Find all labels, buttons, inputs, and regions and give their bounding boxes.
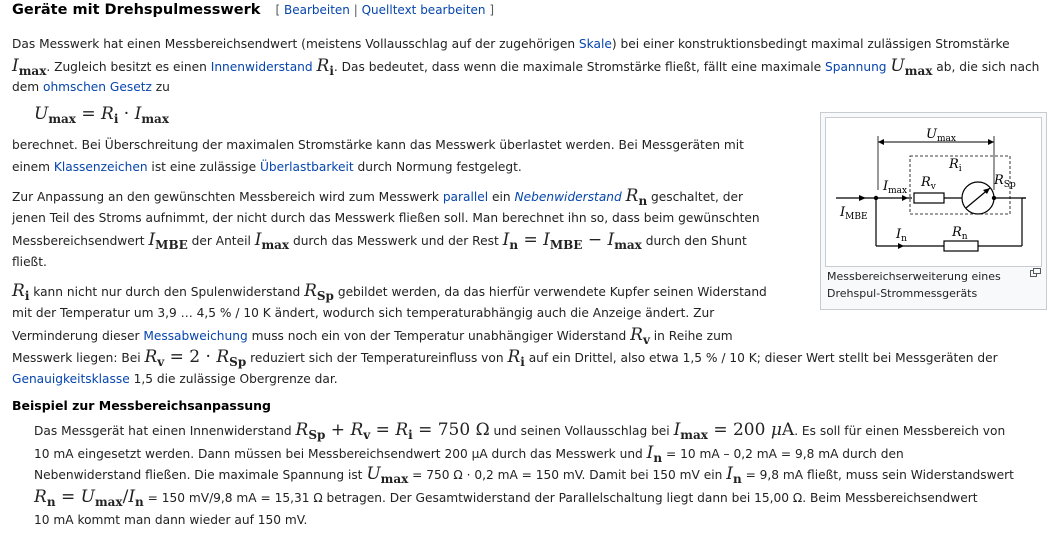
example-line5: 10 mA kommt man dann wieder auf 150 mV. <box>34 513 308 527</box>
p2-line2: einem Klassenzeichen ist eine zulässige Überlastbarkeit durch Normung festgelegt. <box>12 160 522 174</box>
p1-line3: dem ohmschen Gesetz zu <box>12 80 170 94</box>
imbe-label: $I_{MBE}$ <box>840 205 868 222</box>
p1-line2: Imax. Zugleich besitzt es einen Innenwiderstand Ri. Das bedeutet, dass wenn die maximale Stromstärke fließt, fällt eine maximale Spannung Umax ab, die sich nach <box>12 56 1040 78</box>
skale-link[interactable]: Skale <box>578 37 612 51</box>
genauigkeitsklasse-link[interactable]: Genauigkeitsklasse <box>12 372 130 386</box>
p3-line3: Messbereichsendwert IMBE der Anteil Imax durch das Messwerk und der Rest In = IMBE − Imax durch den Shunt <box>12 230 747 252</box>
p4-line3: Verminderung dieser Messabweichung muss noch ein von der Temperatur unabhängiger Widerstand Rv in Reihe zum <box>12 325 733 347</box>
p3-line2: jenen Teil des Stroms aufnimmt, der nicht durch das Messwerk fließen soll. Man berechnet ihn so, dass beim gewünschten <box>12 211 760 225</box>
formula-umax: Umax = Ri · Imax <box>34 104 169 126</box>
example-line1: Das Messgerät hat einen Innenwiderstand RSp + Rv = Ri = 750 Ω und seinen Vollausschlag bei Imax = 200 μA. Es soll für einen Messbereich von <box>34 420 1006 442</box>
section-title: Geräte mit Drehspulmesswerk <box>12 2 261 18</box>
nebenwiderstand-link[interactable]: Nebenwiderstand <box>514 190 622 204</box>
ri-label: $R_i$ <box>949 157 962 174</box>
edit-link[interactable]: Bearbeiten <box>283 3 350 17</box>
enlarge-icon[interactable] <box>1030 268 1041 277</box>
figure-thumbnail <box>820 112 1047 310</box>
figure-caption: Messbereichserweiterung eines Drehspul-Strommessgeräts <box>827 270 1001 300</box>
in-label: $I_n$ <box>896 227 907 244</box>
rn-resistor <box>944 241 978 251</box>
rn-label: $R_n$ <box>952 225 968 242</box>
circuit-svg <box>826 118 1041 266</box>
edit-source-link[interactable]: Quelltext bearbeiten <box>361 3 486 17</box>
rv-resistor <box>914 193 944 203</box>
example-line3: Nebenwiderstand fließen. Die maximale Spannung ist Umax = 750 Ω · 0,2 mA = 150 mV. Damit bei 150 mV ein In = 9,8 mA fließt, muss sein Widerstandswert <box>34 464 1014 486</box>
p3-line1: Zur Anpassung an den gewünschten Messbereich wird zum Messwerk parallel ein Nebenwiderstand Rn geschaltet, der <box>12 186 743 208</box>
spannung-link[interactable]: Spannung <box>824 60 887 74</box>
parallel-link[interactable]: parallel <box>442 190 489 204</box>
p4-line2: mit der Temperatur um 3,9 … 4,5 % / 10 K ändert, wodurch sich temperaturabhängig auch die Anzeige ändert. Zur <box>12 306 715 320</box>
edit-links: [ Bearbeiten | Quelltext bearbeiten ] <box>275 3 495 17</box>
imax-label: $I_{max}$ <box>883 179 908 196</box>
ohmsches-gesetz-link[interactable]: ohmschen Gesetz <box>42 80 152 94</box>
umax-label: $U_{max}$ <box>926 127 956 144</box>
circuit-diagram[interactable] <box>825 117 1042 267</box>
klassenzeichen-link[interactable]: Klassenzeichen <box>53 160 148 174</box>
ueberlastbarkeit-link[interactable]: Überlastbarkeit <box>259 160 354 174</box>
p2-line1: berechnet. Bei Überschreitung der maximalen Stromstärke kann das Messwerk überlastet werden. Bei Messgeräten mit <box>12 138 744 152</box>
p4-line4: Messwerk liegen: Bei Rv = 2 · RSp reduziert sich der Temperatureinfluss von Ri auf ein Drittel, also etwa 1,5 % / 10 K; dieser Wert stellt bei Messgeräten der <box>12 347 998 369</box>
p3-line4: fließt. <box>12 255 47 269</box>
rv-label: $R_v$ <box>921 175 936 192</box>
p1-line1: Das Messwerk hat einen Messbereichsendwert (meistens Vollausschlag auf der zugehörigen Skale) bei einer konstruktionsbedingt maximal zulässigen Stromstärke <box>12 37 1010 51</box>
example-line4: Rn = Umax/In = 150 mV/9,8 mA = 15,31 Ω betragen. Der Gesamtwiderstand der Parallelschaltung liegt dann bei 15,00 Ω. Beim Messbereichsendwert <box>34 487 978 509</box>
p4-line5: Genauigkeitsklasse 1,5 die zulässige Obergrenze dar. <box>12 372 338 386</box>
p4-line1: Ri kann nicht nur durch den Spulenwiderstand RSp gebildet werden, da das hierfür verwendete Kupfer seinen Widerstand <box>12 281 767 303</box>
section-heading <box>12 2 494 18</box>
rsp-label: $R_{Sp}$ <box>994 173 1016 190</box>
example-heading: Beispiel zur Messbereichsanpassung <box>12 398 272 413</box>
messabweichung-link[interactable]: Messabweichung <box>143 329 248 343</box>
innenwiderstand-link[interactable]: Innenwiderstand <box>210 60 313 74</box>
example-line2: 10 mA eingesetzt werden. Dann müssen bei Messbereichsendwert 200 µA durch das Messwerk und In = 10 mA – 0,2 mA = 9,8 mA durch den <box>34 443 904 465</box>
